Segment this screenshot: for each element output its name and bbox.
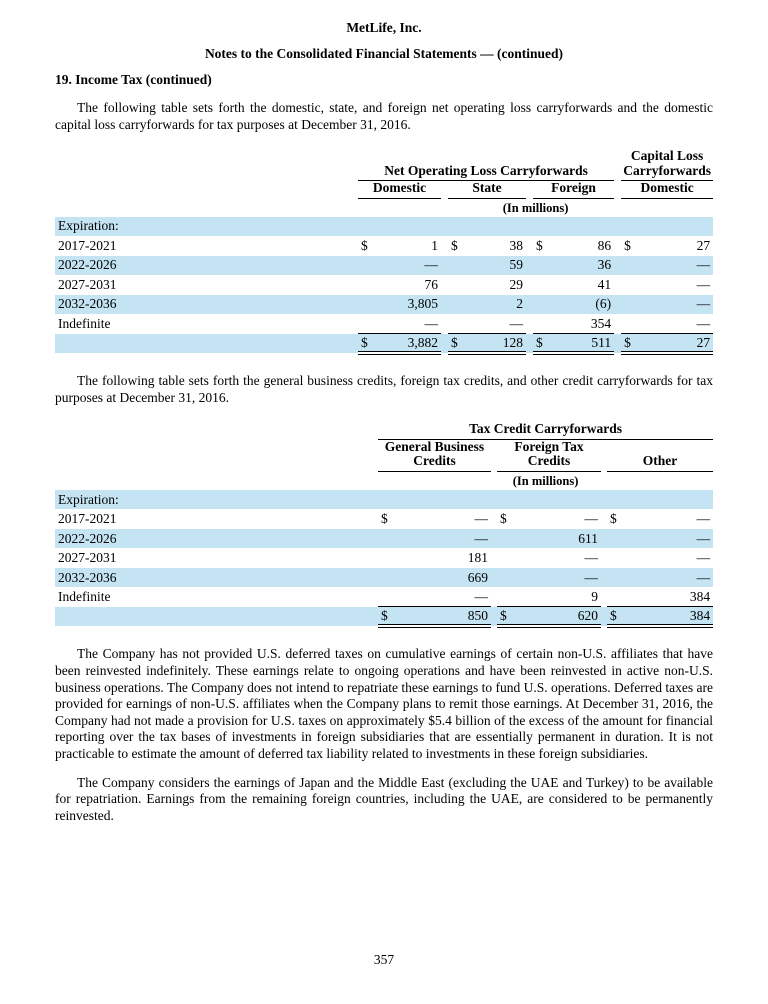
table1-col-state: State [448, 181, 526, 199]
table-row: 2017-2021 $ 1 $ 38 $ 86 $ 27 [58, 237, 711, 253]
paragraph-intro-table1: The following table sets forth the domestic, state, and foreign net operating loss carryforwards and the domestic capital loss carryforwards for tax purposes at December 31, 2016. [55, 100, 713, 132]
table1-column-header-row [55, 181, 713, 199]
page-number: 357 [373, 952, 395, 967]
table-row: 2032-2036 3,805 2 (6) — [55, 295, 713, 315]
company-title: MetLife, Inc. [346, 20, 422, 35]
table-row: 2017-2021 $ — $ — $ — [58, 511, 711, 527]
table2-group1-header: Tax Credit Carryforwards [378, 422, 713, 439]
table1-group2-header: Capital Loss Carryforwards [621, 149, 713, 181]
table2-expiration-row: Expiration: [55, 490, 713, 510]
table2-col-foreign-tax: Foreign Tax Credits [497, 439, 601, 471]
table2-units-label: (In millions) [512, 473, 579, 488]
table2-total-row: $ 850 $ 620 $ 384 [55, 607, 713, 627]
table-row: 2032-2036 669 — — [55, 568, 713, 588]
table-row: 2022-2026 — 59 36 — [55, 256, 713, 276]
paragraph-deferred-taxes: The Company has not provided U.S. deferred taxes on cumulative earnings of certain non-U.S. affiliates that have been reinvested indefinitely. These earnings relate to ongoing operations and have been reinvested in active non-U.S. business operations. The Company does not intend to repatriate these earnings to fund U.S. operations. Deferred taxes are provided for earnings of non-U.S. affiliates when the Company plans to remit those earnings. At December 31, 2016, the Company had not made a provision for U.S. taxes on approximately $5.4 billion of the excess of the amount for financial reporting over the tax bases of investments in foreign subsidiaries that are essentially permanent in duration. It is not practicable to estimate the amount of deferred tax liability related to investments in these foreign subsidiaries. [55, 646, 713, 761]
table2-group-header-row [55, 422, 713, 439]
table1-expiration-row: Expiration: [55, 217, 713, 237]
nol-carryforwards-table [55, 149, 713, 355]
table1-col-foreign: Foreign [533, 181, 614, 199]
document-title: Notes to the Consolidated Financial Statements — (continued) [204, 46, 564, 61]
table-row: Indefinite — — 354 — [58, 315, 711, 331]
table2-col-general-business: General Business Credits [378, 439, 491, 471]
table1-total-row: $ 3,882 $ 128 $ 511 $ 27 [55, 334, 713, 354]
table1-col-domestic: Domestic [358, 181, 441, 199]
tax-credit-carryforwards-table [55, 422, 713, 628]
table1-units-label: (In millions) [502, 200, 569, 215]
table-row: 2022-2026 — 611 — [55, 529, 713, 549]
paragraph-repatriation: The Company considers the earnings of Japan and the Middle East (excluding the UAE and Turkey) to be available for repatriation. Earnings from the remaining foreign countries, including the UAE, are considered to be permanently reinvested. [55, 774, 713, 823]
table2-units-row [55, 471, 713, 490]
table1-col-capital-domestic: Domestic [621, 181, 713, 199]
table2-column-header-row [55, 439, 713, 471]
table1-group1-header: Net Operating Loss Carryforwards [358, 149, 614, 181]
table-row: 2027-2031 76 29 41 — [58, 276, 711, 292]
table-row: Indefinite — 9 384 [58, 588, 711, 605]
table2-col-other: Other [607, 439, 713, 471]
paragraph-intro-table2: The following table sets forth the general business credits, foreign tax credits, and other credit carryforwards for tax purposes at December 31, 2016. [55, 373, 713, 405]
table-row: 2027-2031 181 — — [58, 550, 711, 566]
table1-group-header-row [55, 149, 713, 181]
table1-units-row [55, 198, 713, 217]
section-heading: 19. Income Tax (continued) [55, 72, 212, 87]
